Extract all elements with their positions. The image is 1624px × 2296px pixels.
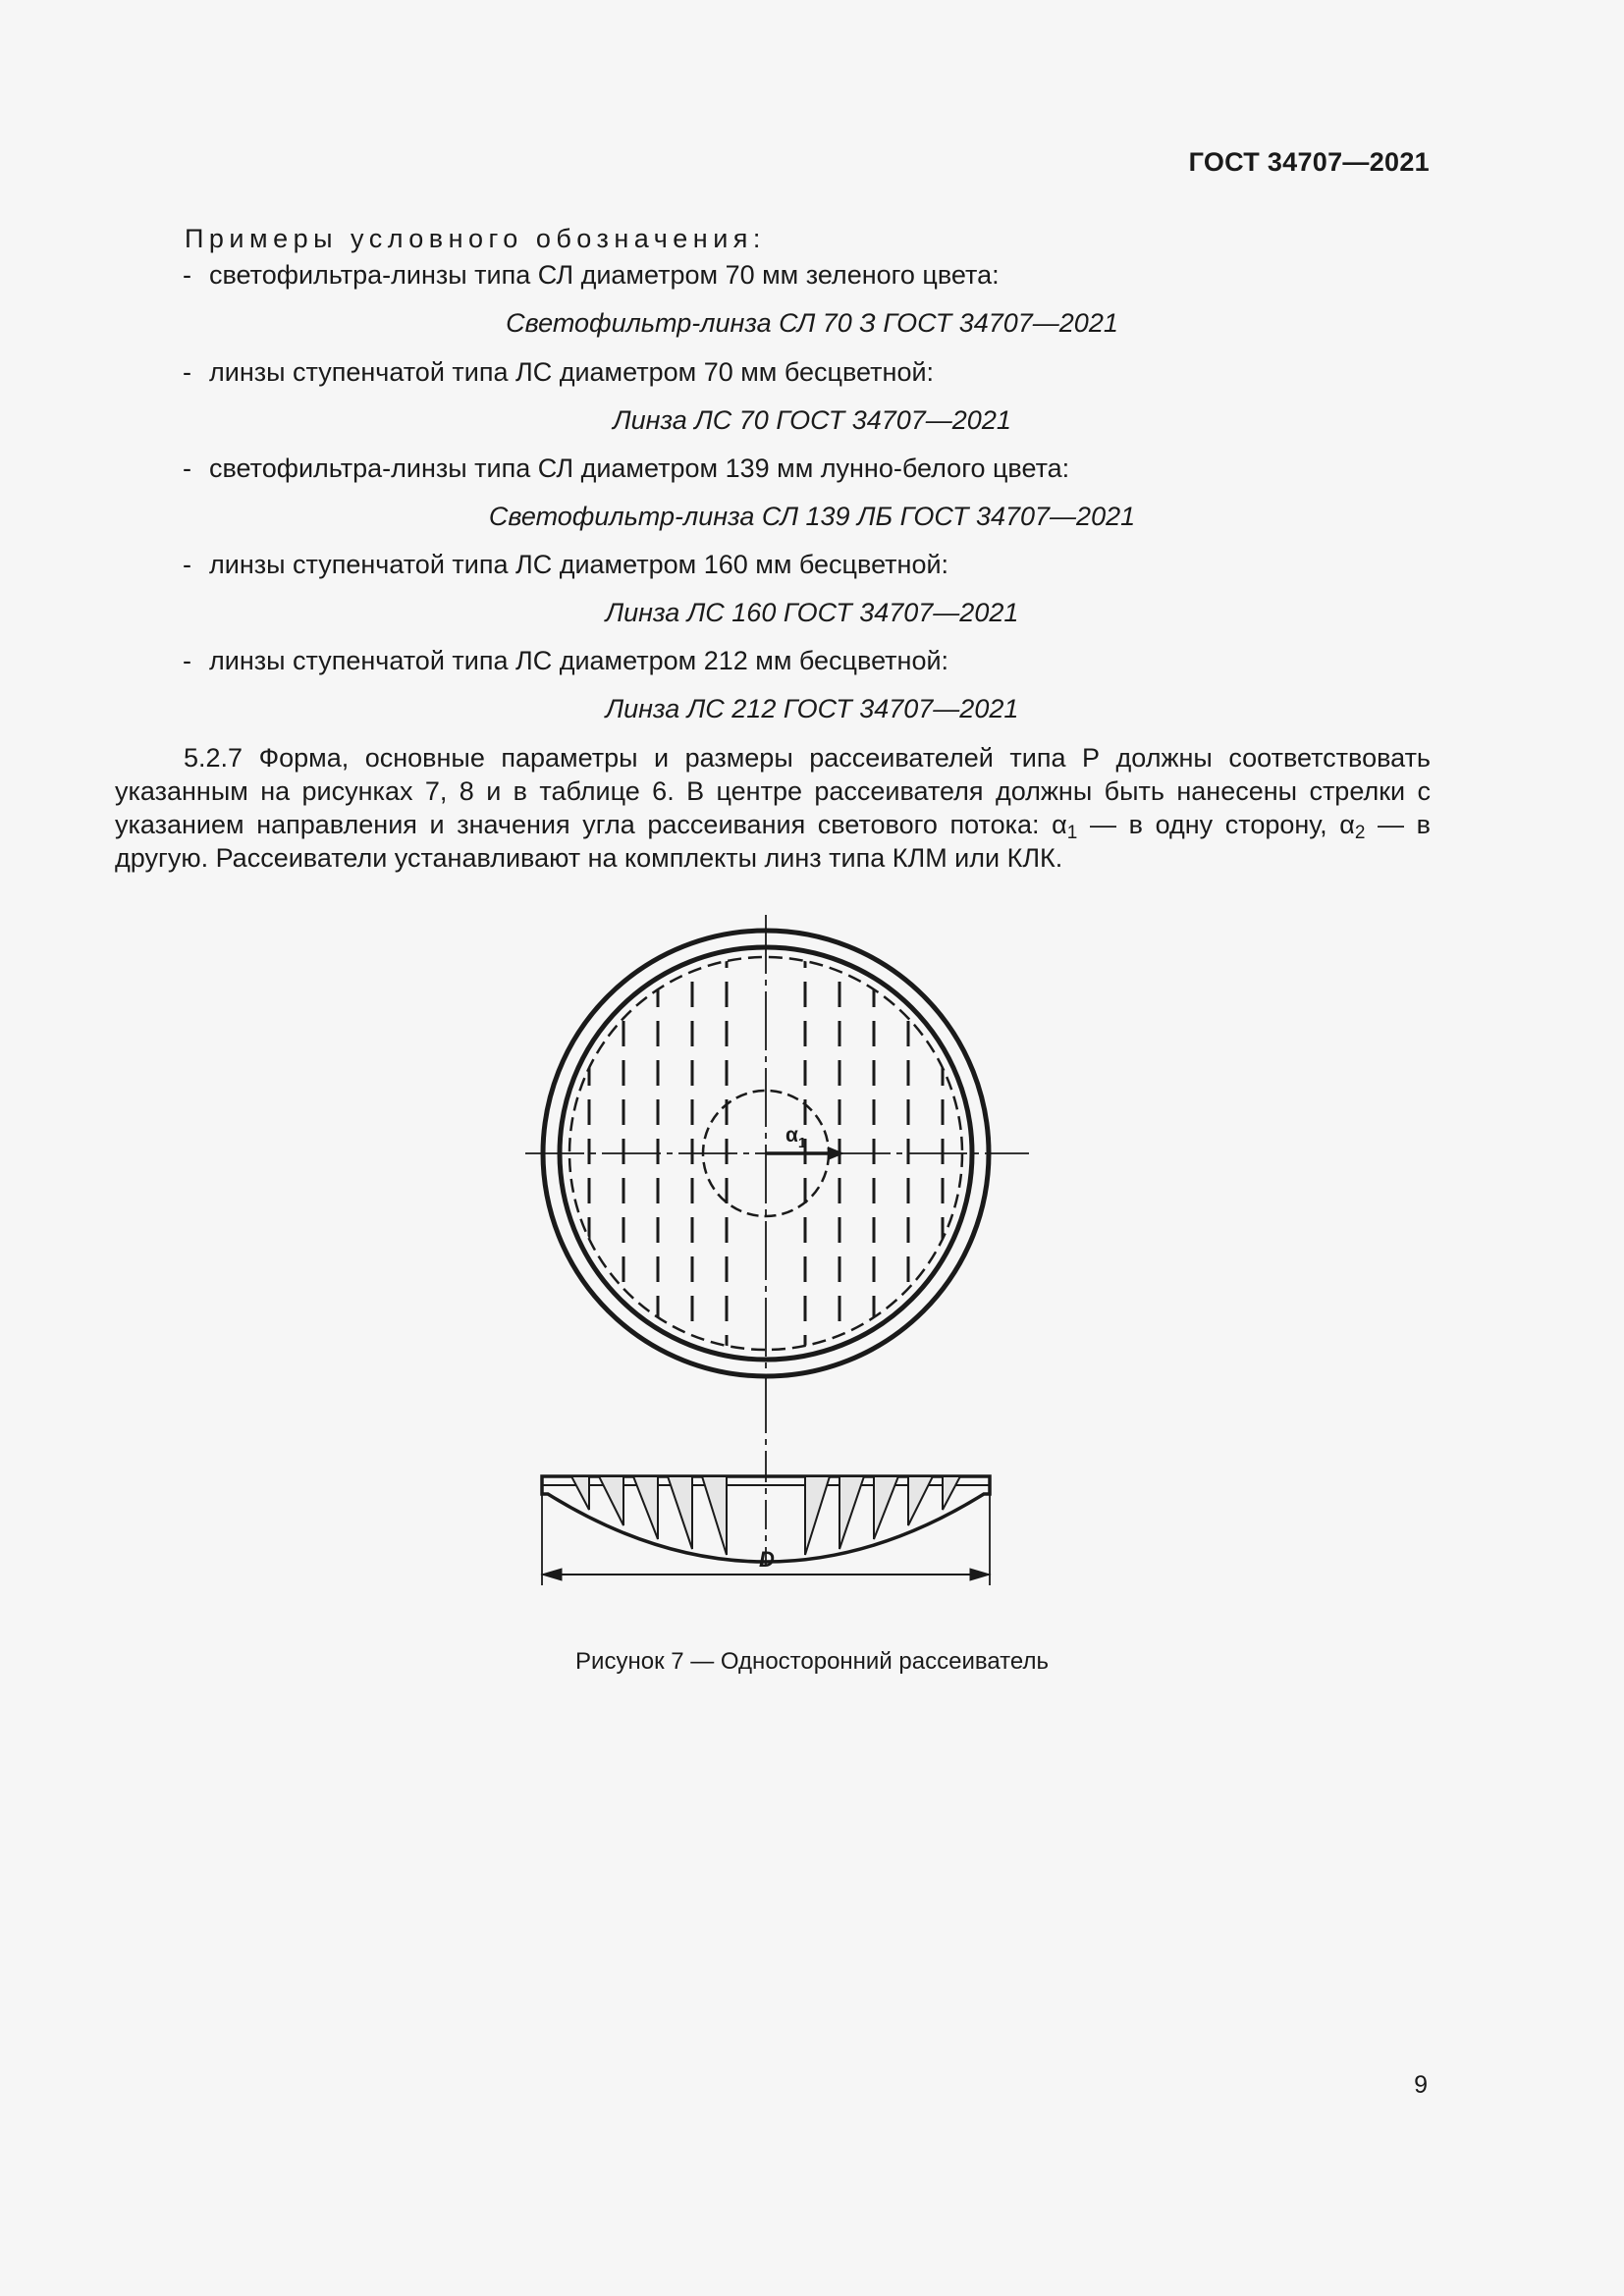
examples-heading: Примеры условного обозначения:	[185, 224, 766, 253]
example-designation: Светофильтр-линза СЛ 70 З ГОСТ 34707—2021	[506, 308, 1118, 338]
dimension-arrow-left-icon	[542, 1569, 562, 1580]
example-text: линзы ступенчатой типа ЛС диаметром 212 мм бесцветной:	[209, 646, 949, 675]
clause-text: 5.2.7 Форма, основные параметры и размеры рассеивателей типа Р должны соответствовать указанным на рисунках 7, 8 и в таблице 6. В центре рассеивателя должны быть нанесены стрелки с указанием направления и значения угла рассеивания светового потока:	[115, 743, 1431, 839]
list-dash: -	[183, 260, 191, 290]
clause-text: — в другую. Рассеиватели устанавливают на комплекты линз типа КЛМ или КЛК.	[115, 810, 1431, 873]
list-dash: -	[183, 454, 191, 483]
example-text: светофильтра-линзы типа СЛ диаметром 70 мм зеленого цвета:	[209, 260, 1000, 290]
example-item	[183, 550, 948, 580]
list-dash: -	[183, 550, 191, 579]
alpha-symbol: α	[1339, 810, 1355, 839]
example-text: светофильтра-линзы типа СЛ диаметром 139 мм лунно-белого цвета:	[209, 454, 1070, 483]
standard-header: ГОСТ 34707—2021	[1188, 147, 1430, 177]
example-item	[183, 357, 934, 388]
lens-section-view	[542, 1453, 990, 1585]
example-text: линзы ступенчатой типа ЛС диаметром 160 мм бесцветной:	[209, 550, 949, 579]
arrow-head-icon	[828, 1147, 844, 1160]
example-item	[183, 260, 1000, 291]
diffuser-drawing	[491, 903, 1041, 1629]
clause-text: — в одну сторону,	[1077, 810, 1340, 839]
alpha-subscript: 1	[1066, 823, 1078, 843]
alpha-subscript: 2	[1354, 823, 1366, 843]
example-designation: Светофильтр-линза СЛ 139 ЛБ ГОСТ 34707—2021	[488, 502, 1136, 531]
list-dash: -	[183, 357, 191, 387]
figure-caption: Рисунок 7 — Односторонний рассеиватель	[575, 1648, 1049, 1675]
example-text: линзы ступенчатой типа ЛС диаметром 70 мм бесцветной:	[209, 357, 935, 387]
alpha-label: $\alpha_1$	[785, 1124, 807, 1151]
example-designation: Линза ЛС 160 ГОСТ 34707—2021	[605, 598, 1019, 627]
page-number: 9	[1414, 2071, 1428, 2099]
clause-5-2-7	[115, 741, 1431, 875]
lens-top-view	[525, 915, 1029, 1453]
diameter-label: D	[759, 1547, 775, 1572]
alpha-symbol: α	[1052, 810, 1067, 839]
example-designation: Линза ЛС 70 ГОСТ 34707—2021	[613, 405, 1011, 435]
example-item	[183, 646, 948, 676]
list-dash: -	[183, 646, 191, 675]
dimension-arrow-right-icon	[970, 1569, 990, 1580]
example-designation: Линза ЛС 212 ГОСТ 34707—2021	[605, 694, 1019, 723]
example-item	[183, 454, 1069, 484]
